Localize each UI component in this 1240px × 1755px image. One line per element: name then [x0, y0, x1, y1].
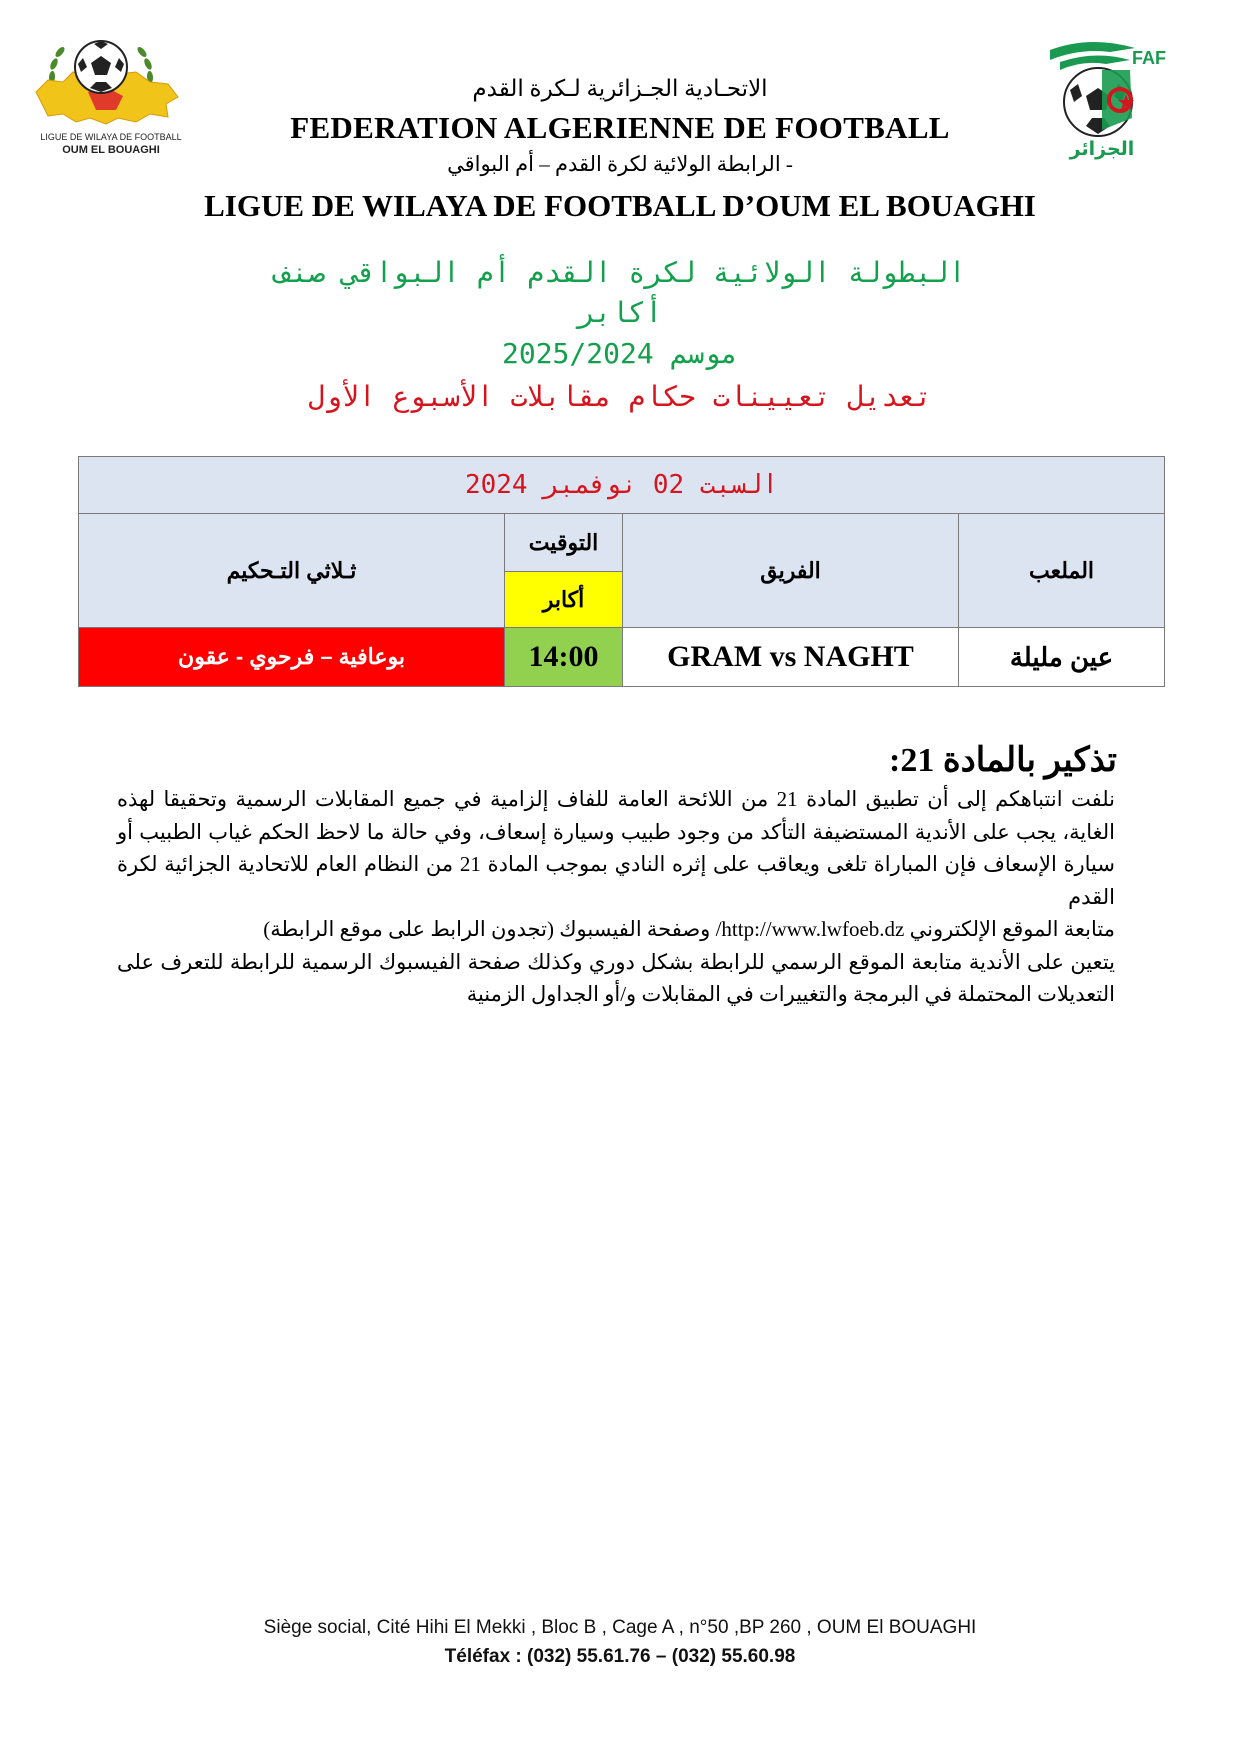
reminder-paragraph-article21: نلفت انتباهكم إلى أن تطبيق المادة 21 من اللائحة العامة للفاف إلزامية في جميع المقابلات الرسمية وتحقيقا لهذه الغاية، يجب على الأندية المستضيفة التأكد من وجود طبيب وسيارة إسعاف، وفي حالة ما لاحظ الحكم غياب الطبيب أو سيارة الإسعاف فإن المباراة تلغى ويعاقب على إثره النادي بموجب المادة 21 من النظام العام للاتحادية الجزائية لكرة القدم	[117, 787, 1115, 909]
league-name-french: LIGUE DE WILAYA DE FOOTBALL D’OUM EL BOUAGHI	[204, 188, 1036, 223]
category-badge: أكابر	[505, 572, 623, 628]
league-logo-caption-bottom: OUM EL BOUAGHI	[62, 144, 160, 156]
match-venue: عين مليلة	[959, 628, 1165, 687]
table-date-row	[79, 457, 1165, 514]
modification-title: تعديل تعيينات حكام مقابلات الأسبوع الأول	[308, 380, 932, 413]
match-teams: GRAM vs NAGHT	[623, 628, 959, 687]
season-title: موسم 2025/2024	[501, 337, 738, 370]
table-header-row	[79, 514, 1165, 572]
referee-trio: بوعافية – فرحوي - عقون	[79, 628, 505, 687]
federation-name-arabic: الاتحـادية الجـزائرية لـكرة القدم	[472, 76, 768, 101]
championship-title: البطولة الولائية لكرة القدم أم البواقي صنف	[274, 256, 966, 289]
footer-phone: Téléfax : (032) 55.61.76 – (032) 55.60.98	[444, 1646, 796, 1667]
column-header-referees: ثـلاثي التـحكيم	[79, 514, 505, 628]
svg-text:الجزائر: الجزائر	[1069, 138, 1135, 160]
reminder-body	[117, 783, 1115, 1011]
column-header-team: الفريق	[623, 514, 959, 628]
column-header-time: التوقيت	[505, 514, 623, 572]
reminder-title: تذكير بالمادة 21:	[889, 742, 1117, 779]
svg-text:FAF: FAF	[1132, 48, 1166, 68]
championship-category: أكابر	[577, 296, 663, 329]
match-date: السبت 02 نوفمبر 2024	[79, 457, 1165, 514]
reminder-paragraph-updates: يتعين على الأندية متابعة الموقع الرسمي للرابطة بشكل دوري وكذلك صفحة الفيسبوك الرسمية للرابطة للتعرف على التعديلات المحتملة في البرمجة والتغييرات في المقابلات و/أو الجداول الزمنية	[117, 949, 1115, 1006]
league-name-arabic: الرابطة الولائية لكرة القدم – أم البواقي -	[447, 152, 793, 176]
league-logo-caption-top: LIGUE DE WILAYA DE FOOTBALL	[40, 132, 182, 142]
kickoff-time: 14:00	[505, 628, 623, 687]
referee-assignment-table	[78, 456, 1165, 687]
federation-name-french: FEDERATION ALGERIENNE DE FOOTBALL	[290, 110, 950, 145]
footer-address: Siège social, Cité Hihi El Mekki , Bloc B , Cage A , n°50 ,BP 260 , OUM El BOUAGHI	[263, 1617, 977, 1638]
column-header-venue: الملعب	[959, 514, 1165, 628]
reminder-paragraph-website: متابعة الموقع الإلكتروني http://www.lwfoeb.dz/ وصفحة الفيسبوك (تجدون الرابط على موقع الرابطة)	[263, 917, 1115, 941]
table-row	[79, 628, 1165, 687]
